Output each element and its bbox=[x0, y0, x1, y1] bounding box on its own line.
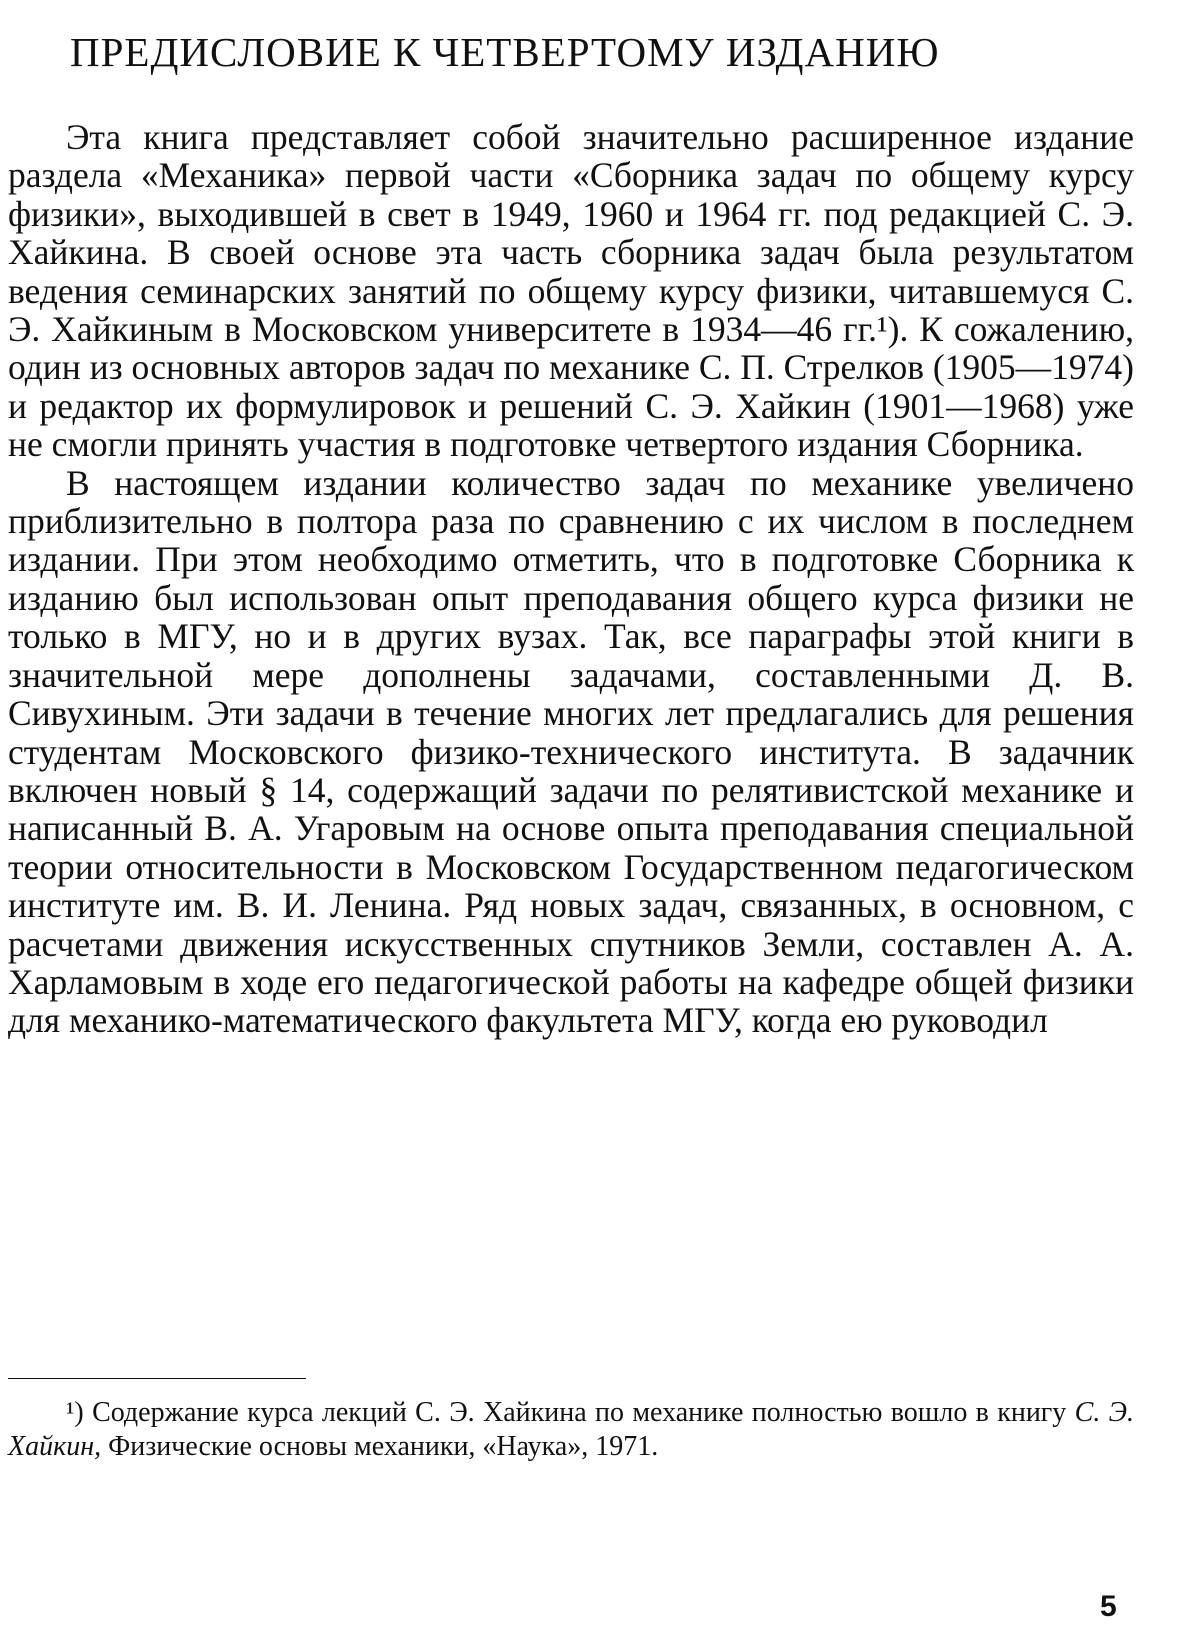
body-text bbox=[8, 118, 1134, 1040]
page-title: ПРЕДИСЛОВИЕ К ЧЕТВЕРТОМУ ИЗДАНИЮ bbox=[70, 29, 940, 75]
footnote-reference: Физические основы механики, «Наука», 1971. bbox=[108, 1431, 659, 1462]
page-number: 5 bbox=[1100, 1590, 1117, 1623]
paragraph-1: Эта книга представляет собой значительно расширенное издание раздела «Механика» первой части «Сборника задач по общему курсу физики», выходившей в свет в 1949, 1960 и 1964 гг. под редакцией С. Э. Хайкина. В своей основе эта часть сборника задач была результатом ведения семинарских занятий по общему курсу физики, читавшемуся С. Э. Хайкиным в Московском университете в 1934—46 гг.¹). К сожалению, один из основных авторов задач по механике С. П. Стрелков (1905—1974) и редактор их формулировок и решений С. Э. Хайкин (1901—1968) уже не смогли принять участия в подготовке четвертого издания Сборника. bbox=[8, 117, 1134, 465]
footnote-divider bbox=[8, 1378, 306, 1379]
footnote-text: Содержание курса лекций С. Э. Хайкина по механике полностью вошло в книгу bbox=[92, 1397, 1067, 1428]
footnote-marker: ¹) bbox=[66, 1397, 84, 1428]
footnote-author: С. Э. Хайкин, bbox=[8, 1397, 1134, 1462]
footnote bbox=[8, 1396, 1134, 1464]
paragraph-2: В настоящем издании количество задач по механике увеличено приблизительно в полтора раза по сравнению с их числом в последнем издании. При этом необходимо отметить, что в подготовке Сборника к изданию был использован опыт преподавания общего курса физики не только в МГУ, но и в других вузах. Так, все параграфы этой книги в значительной мере дополнены задачами, составленными Д. В. Сивухиным. Эти задачи в течение многих лет предлагались для решения студентам Московского физико-технического института. В задачник включен новый § 14, содержащий задачи по релятивистской механике и написанный В. А. Угаровым на основе опыта преподавания специальной теории относительности в Московском Государственном педагогическом институте им. В. И. Ленина. Ряд новых задач, связанных, в основном, с расчетами движения искусственных спутников Земли, составлен А. А. Харламовым в ходе его педагогической работы на кафедре общей физики для механико-математического факультета МГУ, когда ею руководил bbox=[8, 462, 1134, 1041]
